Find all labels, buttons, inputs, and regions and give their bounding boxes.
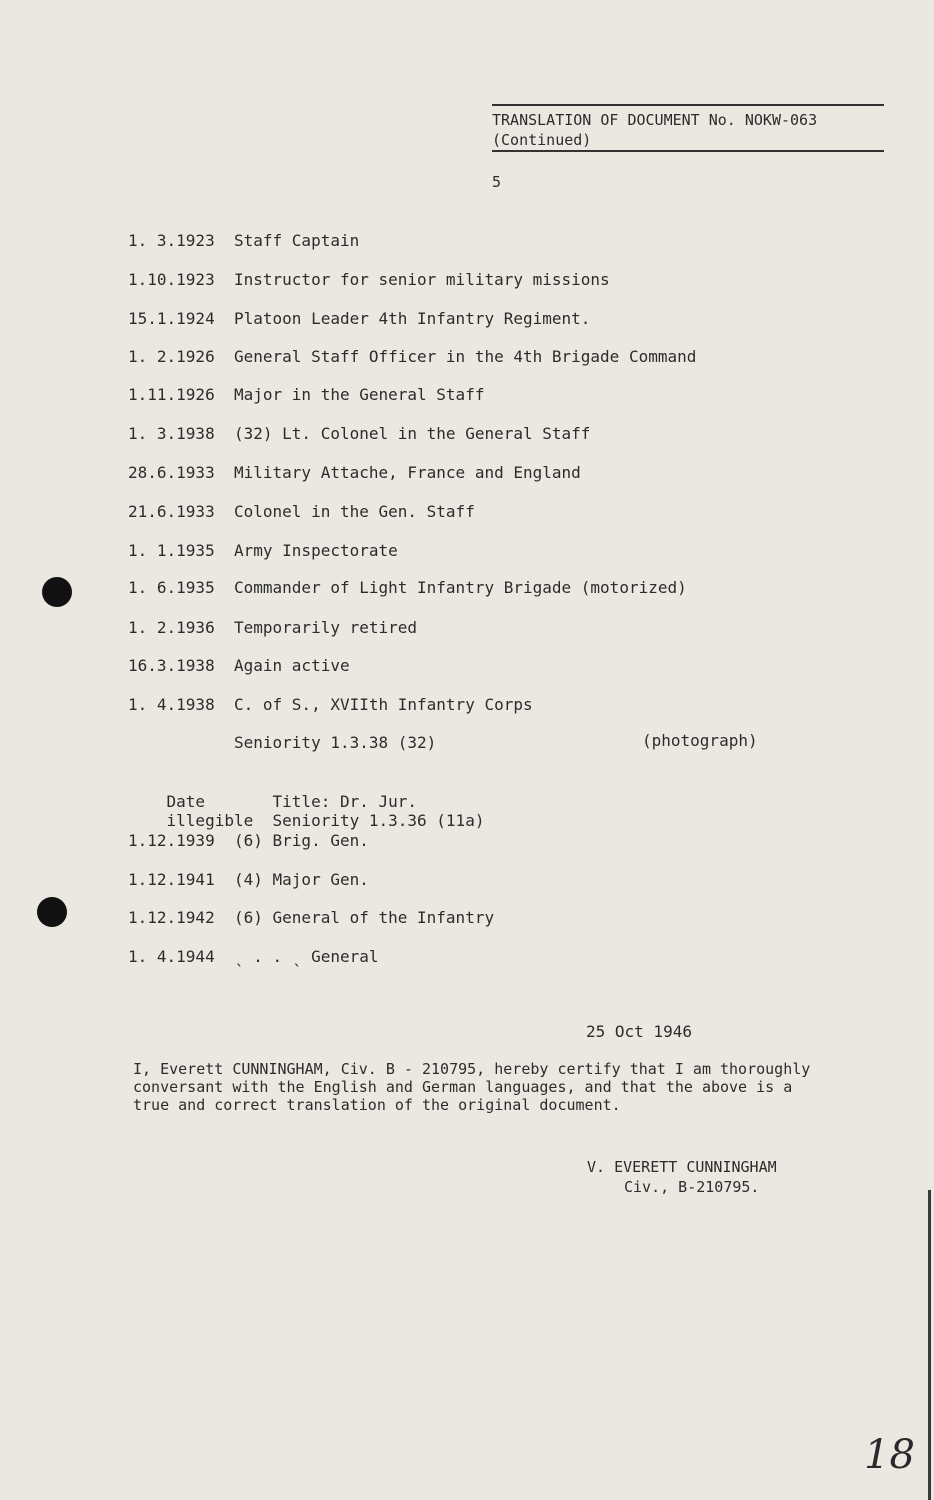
- header-continued: (Continued): [492, 131, 592, 149]
- career-entry: [128, 656, 350, 675]
- entry-date: 1.10.1923: [128, 270, 215, 289]
- entry-description: Army Inspectorate: [234, 541, 398, 560]
- entry-description: Temporarily retired: [234, 618, 418, 637]
- career-entry: [128, 541, 398, 560]
- entry-description: Staff Captain: [234, 231, 360, 250]
- entry-date: 1. 1.1935: [128, 541, 215, 560]
- career-entry: [128, 947, 379, 966]
- header-title: TRANSLATION OF DOCUMENT No. NOKW-063: [492, 111, 818, 129]
- career-entry: [128, 578, 687, 597]
- career-entry: [128, 309, 590, 328]
- career-entry: [128, 831, 369, 850]
- career-entry: [128, 695, 533, 714]
- signer-block: [587, 1157, 777, 1197]
- entry-description: Instructor for senior military missions: [234, 270, 610, 289]
- punch-hole: [37, 897, 67, 927]
- entry-description: Title: Dr. Jur. Seniority 1.3.36 (11a): [272, 792, 485, 830]
- career-entry: [128, 231, 359, 250]
- entry-date: 1. 4.1944: [128, 947, 215, 966]
- entry-date: 1. 2.1936: [128, 618, 215, 637]
- career-entry: [128, 502, 475, 521]
- handwritten-page-mark: 18: [864, 1432, 915, 1478]
- entry-date: 1. 4.1938: [128, 695, 215, 714]
- career-entry: [128, 270, 610, 289]
- entry-date: 16.3.1938: [128, 656, 215, 675]
- entry-date: 15.1.1924: [128, 309, 215, 328]
- entry-description: Colonel in the Gen. Staff: [234, 502, 475, 521]
- entry-description: Again active: [234, 656, 350, 675]
- entry-description: (4) Major Gen.: [234, 870, 369, 889]
- entry-description: (32) Lt. Colonel in the General Staff: [234, 424, 591, 443]
- entry-description: (6) General of the Infantry: [234, 908, 495, 927]
- entry-description: Seniority 1.3.38 (32): [234, 733, 437, 752]
- entry-date: 1.12.1942: [128, 908, 215, 927]
- career-entry: [128, 908, 494, 927]
- career-entry: [128, 424, 590, 443]
- punch-hole: [42, 577, 72, 607]
- page-number: 5: [492, 173, 502, 191]
- career-entry: [128, 870, 369, 889]
- entry-description: (6) Brig. Gen.: [234, 831, 369, 850]
- entry-description: ˎ . . ˎ General: [234, 947, 379, 966]
- document-header: [492, 104, 884, 152]
- entry-date: 1.11.1926: [128, 385, 215, 404]
- entry-description: C. of S., XVIIth Infantry Corps: [234, 695, 533, 714]
- career-entry: [128, 463, 581, 482]
- entry-date: 1. 3.1938: [128, 424, 215, 443]
- career-entry: [128, 385, 484, 404]
- entry-date: 1. 2.1926: [128, 347, 215, 366]
- certification-statement: I, Everett CUNNINGHAM, Civ. B - 210795, hereby certify that I am thoroughly conversant with the English and German languages, and that the above is a true and correct translation of the original document.: [133, 1060, 811, 1114]
- signer-name: V. EVERETT CUNNINGHAM: [587, 1158, 777, 1176]
- entry-date: 21.6.1933: [128, 502, 215, 521]
- photograph-note: (photograph): [642, 731, 758, 750]
- entry-date: 1. 3.1923: [128, 231, 215, 250]
- page-edge-shadow: [928, 1190, 931, 1500]
- career-entry: [128, 618, 417, 637]
- entry-description: Major in the General Staff: [234, 385, 485, 404]
- entry-date: 28.6.1933: [128, 463, 215, 482]
- entry-date: 1.12.1941: [128, 870, 215, 889]
- career-entry: [128, 733, 436, 752]
- entry-description: Commander of Light Infantry Brigade (motorized): [234, 578, 687, 597]
- entry-description: Platoon Leader 4th Infantry Regiment.: [234, 309, 591, 328]
- entry-description: General Staff Officer in the 4th Brigade Command: [234, 347, 697, 366]
- career-entry: [128, 347, 696, 366]
- signature-date: 25 Oct 1946: [586, 1022, 692, 1041]
- entry-date: 1.12.1939: [128, 831, 215, 850]
- signer-id: Civ., B-210795.: [624, 1178, 760, 1196]
- entry-description: Military Attache, France and England: [234, 463, 581, 482]
- entry-date: Date illegible: [166, 792, 254, 830]
- entry-date: 1. 6.1935: [128, 578, 215, 597]
